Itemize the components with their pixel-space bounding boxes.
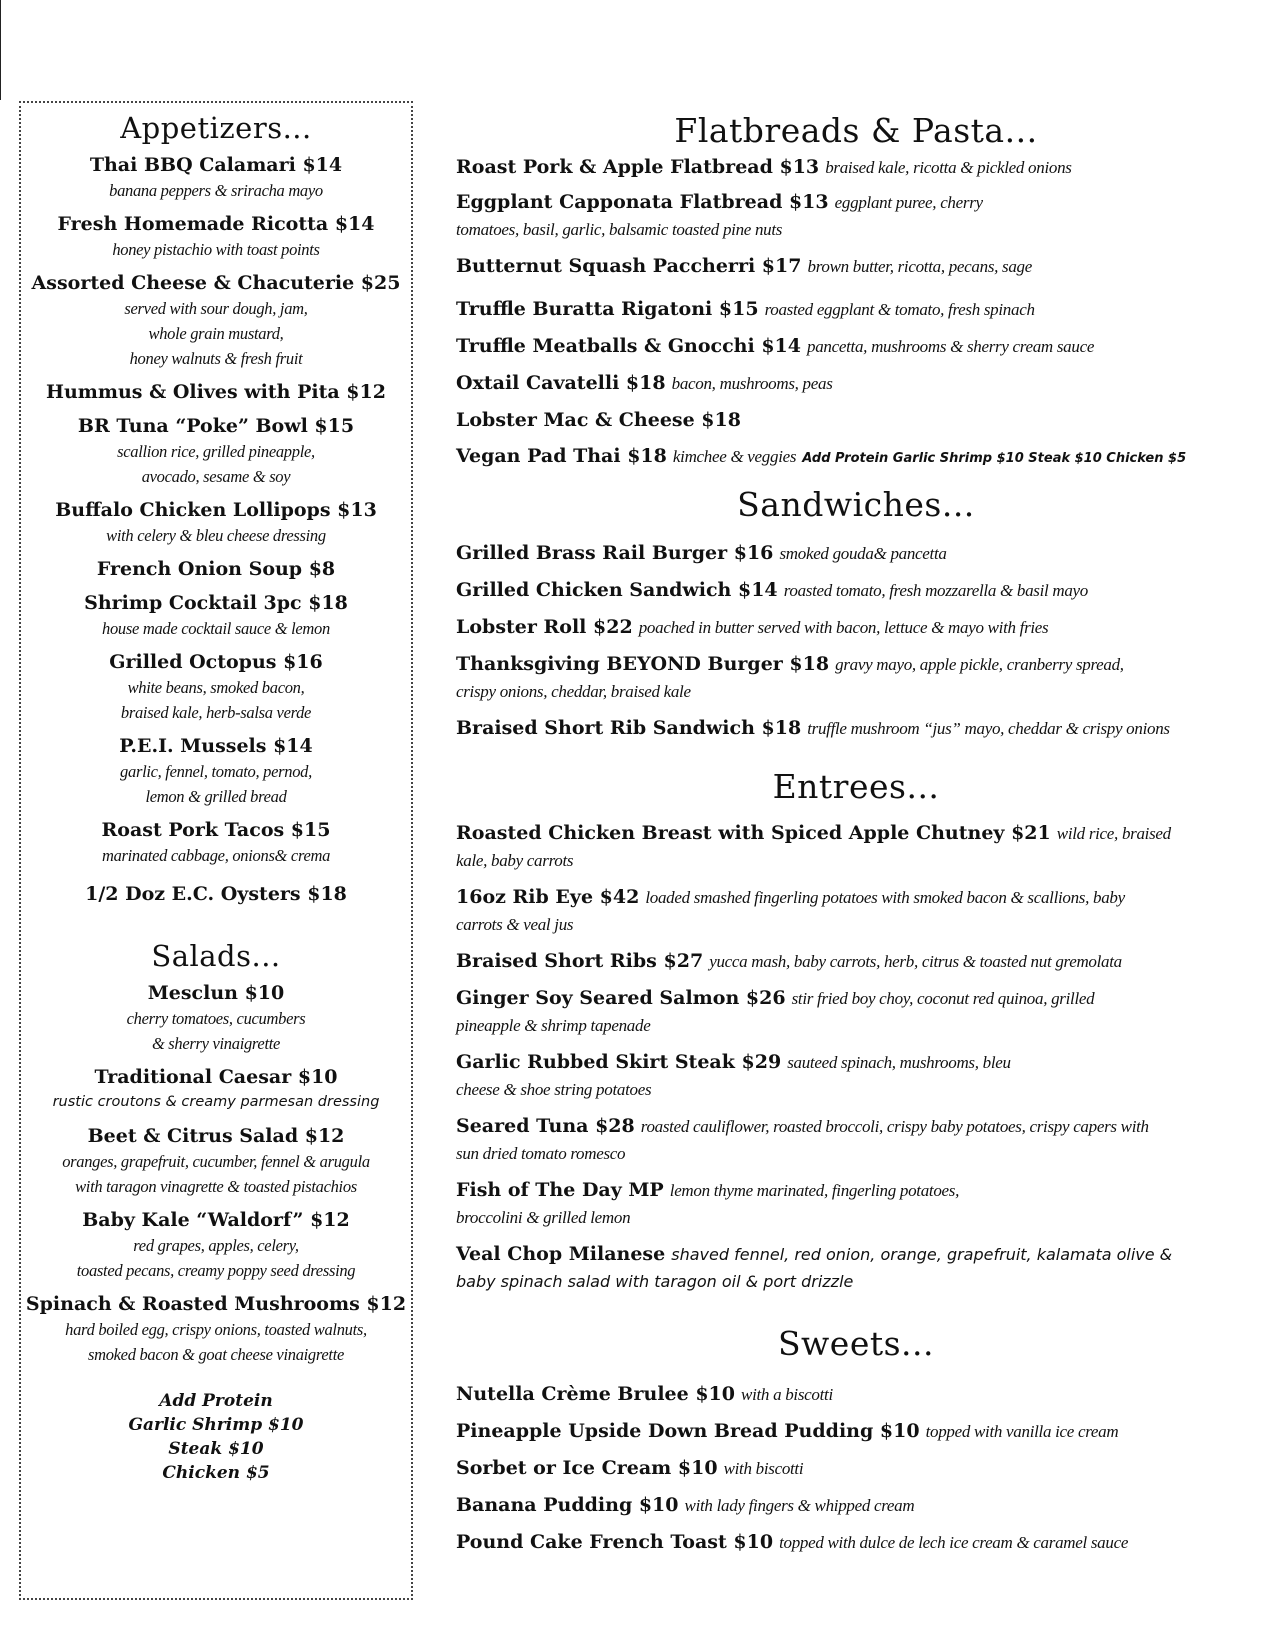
- item-desc: bacon, mushrooms, peas: [671, 374, 833, 393]
- item-desc: gravy mayo, apple pickle, cranberry spread, crispy onions, cheddar, braised kale: [456, 655, 1124, 701]
- item-name: Fresh Homemade Ricotta $14: [57, 213, 375, 235]
- item-desc: lemon thyme marinated, fingerling potatoes, broccolini & grilled lemon: [456, 1181, 960, 1227]
- item-desc: honey pistachio with toast points: [112, 240, 320, 259]
- menu-item: [21, 650, 411, 725]
- menu-item: [456, 253, 1256, 280]
- menu-item: [456, 948, 1256, 975]
- menu-item: [456, 1529, 1256, 1556]
- item-name: Thai BBQ Calamari $14: [89, 154, 343, 176]
- item-name: Thanksgiving BEYOND Burger $18: [456, 653, 830, 675]
- item-desc: white beans, smoked bacon,: [127, 678, 305, 697]
- item-name: 16oz Rib Eye $42: [456, 886, 640, 908]
- appetizers-heading: Appetizers...: [120, 111, 312, 145]
- item-name: Garlic Rubbed Skirt Steak $29: [456, 1051, 782, 1073]
- item-name: Spinach & Roasted Mushrooms $12: [25, 1293, 407, 1315]
- item-desc: served with sour dough, jam,: [124, 299, 308, 318]
- menu-item: [21, 1292, 411, 1367]
- menu-item: [456, 985, 1096, 1039]
- item-desc: with taragon vinagrette & toasted pistachios: [75, 1177, 357, 1196]
- item-name: Seared Tuna $28: [456, 1115, 635, 1137]
- item-name: Pound Cake French Toast $10: [456, 1531, 774, 1553]
- add-protein-block: [21, 1389, 411, 1485]
- add-protein-option: Steak $10: [168, 1439, 264, 1459]
- item-name: French Onion Soup $8: [96, 558, 336, 580]
- menu-item: [456, 1492, 1256, 1519]
- item-desc: with biscotti: [723, 1459, 804, 1478]
- item-name: Oxtail Cavatelli $18: [456, 372, 666, 394]
- menu-item: [456, 614, 1256, 641]
- item-desc: pancetta, mushrooms & sherry cream sauce: [807, 337, 1095, 356]
- page-edge-line: [0, 0, 1, 100]
- item-desc: truffle mushroom “jus” mayo, cheddar & crispy onions: [807, 719, 1170, 738]
- menu-item: [456, 1177, 996, 1231]
- item-desc: avocado, sesame & soy: [141, 467, 291, 486]
- item-name: Braised Short Ribs $27: [456, 950, 704, 972]
- item-desc: roasted eggplant & tomato, fresh spinach: [764, 300, 1035, 319]
- entrees-heading: Entrees...: [772, 767, 940, 806]
- item-desc: eggplant puree, cherry tomatoes, basil, garlic, balsamic toasted pine nuts: [456, 193, 983, 239]
- item-desc: kimchee & veggies: [672, 447, 797, 466]
- menu-item: [21, 882, 411, 907]
- main-menu-column: [456, 108, 1256, 1566]
- menu-item: [21, 734, 411, 809]
- item-name: Lobster Roll $22: [456, 616, 633, 638]
- menu-item: [21, 1124, 411, 1199]
- item-desc: red grapes, apples, celery,: [133, 1236, 299, 1255]
- item-desc: honey walnuts & fresh fruit: [129, 349, 303, 368]
- item-name: Nutella Crème Brulee $10: [456, 1383, 735, 1405]
- item-name: Vegan Pad Thai $18: [456, 445, 667, 467]
- menu-item: [21, 1208, 411, 1283]
- item-desc: roasted tomato, fresh mozzarella & basil mayo: [783, 581, 1089, 600]
- menu-item: [456, 443, 1256, 472]
- item-desc: house made cocktail sauce & lemon: [102, 619, 330, 638]
- menu-item: [21, 380, 411, 405]
- menu-item: [456, 407, 1256, 433]
- sweets-heading: Sweets...: [777, 1324, 935, 1363]
- menu-item: [456, 154, 1256, 181]
- item-name: P.E.I. Mussels $14: [119, 735, 313, 757]
- item-desc: yucca mash, baby carrots, herb, citrus & toasted nut gremolata: [709, 952, 1122, 971]
- appetizers-salads-panel: [19, 101, 413, 1600]
- item-desc: shaved fennel, red onion, orange, grapefruit, kalamata olive & baby spinach salad with taragon oil & port drizzle: [456, 1245, 1173, 1291]
- item-desc: stir fried boy choy, coconut red quinoa, grilled pineapple & shrimp tapenade: [456, 989, 1095, 1035]
- add-protein-title: Add Protein: [159, 1391, 273, 1411]
- sandwiches-heading: Sandwiches...: [737, 485, 975, 524]
- add-protein-option: Chicken $5: [162, 1463, 270, 1483]
- menu-item: [456, 296, 1256, 323]
- menu-item: [456, 1455, 1256, 1482]
- item-name: Traditional Caesar $10: [94, 1066, 338, 1088]
- item-name: Roast Pork Tacos $15: [101, 819, 331, 841]
- item-desc: brown butter, ricotta, pecans, sage: [807, 257, 1032, 276]
- menu-item: [456, 540, 1256, 567]
- menu-item: [456, 1049, 1056, 1103]
- item-desc: smoked bacon & goat cheese vinaigrette: [87, 1345, 345, 1364]
- item-desc: loaded smashed fingerling potatoes with smoked bacon & scallions, baby carrots & veal jus: [456, 888, 1125, 934]
- menu-item: [21, 1065, 411, 1115]
- menu-item: [456, 370, 1256, 397]
- menu-item: [21, 498, 411, 548]
- item-desc: banana peppers & sriracha mayo: [109, 181, 323, 200]
- menu-item: [21, 981, 411, 1056]
- menu-item: [21, 414, 411, 489]
- item-name: Buffalo Chicken Lollipops $13: [55, 499, 377, 521]
- menu-item: [21, 212, 411, 262]
- item-name: Truffle Meatballs & Gnocchi $14: [456, 335, 801, 357]
- item-name: Beet & Citrus Salad $12: [87, 1125, 345, 1147]
- item-name: Grilled Chicken Sandwich $14: [456, 579, 778, 601]
- menu-item: [456, 577, 1256, 604]
- item-desc: marinated cabbage, onions& crema: [101, 846, 331, 865]
- item-name: 1/2 Doz E.C. Oysters $18: [85, 883, 347, 905]
- menu-item: [456, 1418, 1256, 1445]
- item-name: Lobster Mac & Cheese $18: [456, 409, 741, 431]
- item-desc: with celery & bleu cheese dressing: [106, 526, 326, 545]
- item-desc: roasted cauliflower, roasted broccoli, crispy baby potatoes, crispy capers with sun dried tomato romesco: [456, 1117, 1149, 1163]
- menu-item: [456, 1241, 1176, 1295]
- item-desc: garlic, fennel, tomato, pernod,: [120, 762, 312, 781]
- item-name: Ginger Soy Seared Salmon $26: [456, 987, 786, 1009]
- item-name: Mesclun $10: [147, 982, 285, 1004]
- item-name: Hummus & Olives with Pita $12: [46, 381, 386, 403]
- item-desc: scallion rice, grilled pineapple,: [117, 442, 315, 461]
- menu-item: [21, 271, 411, 371]
- menu-item: [456, 1381, 1256, 1408]
- item-name: Butternut Squash Paccherri $17: [456, 255, 802, 277]
- item-name: Shrimp Cocktail 3pc $18: [84, 592, 348, 614]
- item-name: Sorbet or Ice Cream $10: [456, 1457, 718, 1479]
- item-desc: braised kale, herb-salsa verde: [120, 703, 312, 722]
- item-desc: toasted pecans, creamy poppy seed dressing: [76, 1261, 356, 1280]
- item-name: Assorted Cheese & Chacuterie $25: [31, 272, 401, 294]
- item-name: Pineapple Upside Down Bread Pudding $10: [456, 1420, 920, 1442]
- item-desc: braised kale, ricotta & pickled onions: [825, 158, 1072, 177]
- item-desc: & sherry vinaigrette: [151, 1034, 281, 1053]
- item-name: Baby Kale “Waldorf” $12: [82, 1209, 350, 1231]
- flatbreads-heading: Flatbreads & Pasta...: [674, 111, 1038, 150]
- item-name: Grilled Octopus $16: [109, 651, 323, 673]
- item-name: Roasted Chicken Breast with Spiced Apple Chutney $21: [456, 822, 1051, 844]
- item-name: Veal Chop Milanese: [456, 1243, 666, 1265]
- menu-item: [456, 820, 1171, 874]
- salads-heading: Salads...: [151, 939, 281, 973]
- item-desc: topped with dulce de lech ice cream & caramel sauce: [779, 1533, 1129, 1552]
- menu-item: [456, 715, 1256, 742]
- item-name: BR Tuna “Poke” Bowl $15: [77, 415, 355, 437]
- item-name: Fish of The Day MP: [456, 1179, 664, 1201]
- menu-item: [456, 651, 1156, 705]
- item-name: Eggplant Capponata Flatbread $13: [456, 191, 829, 213]
- item-desc: oranges, grapefruit, cucumber, fennel & arugula: [62, 1152, 370, 1171]
- item-desc: topped with vanilla ice cream: [925, 1422, 1119, 1441]
- item-desc: rustic croutons & creamy parmesan dressing: [52, 1094, 380, 1110]
- menu-item: [21, 818, 411, 868]
- menu-item: [456, 189, 1016, 243]
- item-name: Banana Pudding $10: [456, 1494, 679, 1516]
- menu-item: [456, 884, 1156, 938]
- menu-item: [456, 1113, 1156, 1167]
- menu-item: [21, 591, 411, 641]
- item-name: Grilled Brass Rail Burger $16: [456, 542, 774, 564]
- item-name: Roast Pork & Apple Flatbread $13: [456, 156, 820, 178]
- menu-item: [21, 153, 411, 203]
- item-desc: smoked gouda& pancetta: [779, 544, 947, 563]
- menu-item: [456, 333, 1256, 360]
- item-desc: sauteed spinach, mushrooms, bleu cheese & shoe string potatoes: [456, 1053, 1011, 1099]
- menu-item: [21, 557, 411, 582]
- item-desc: with lady fingers & whipped cream: [684, 1496, 915, 1515]
- item-desc: cherry tomatoes, cucumbers: [126, 1009, 306, 1028]
- add-protein-note: Add Protein Garlic Shrimp $10 Steak $10 Chicken $5: [802, 451, 1187, 466]
- item-desc: whole grain mustard,: [148, 324, 284, 343]
- item-desc: poached in butter served with bacon, lettuce & mayo with fries: [638, 618, 1049, 637]
- item-desc: with a biscotti: [741, 1385, 833, 1404]
- item-desc: lemon & grilled bread: [145, 787, 287, 806]
- item-desc: hard boiled egg, crispy onions, toasted walnuts,: [65, 1320, 367, 1339]
- add-protein-option: Garlic Shrimp $10: [128, 1415, 304, 1435]
- item-desc: wild rice, braised kale, baby carrots: [456, 824, 1171, 870]
- item-name: Truffle Buratta Rigatoni $15: [456, 298, 759, 320]
- item-name: Braised Short Rib Sandwich $18: [456, 717, 802, 739]
